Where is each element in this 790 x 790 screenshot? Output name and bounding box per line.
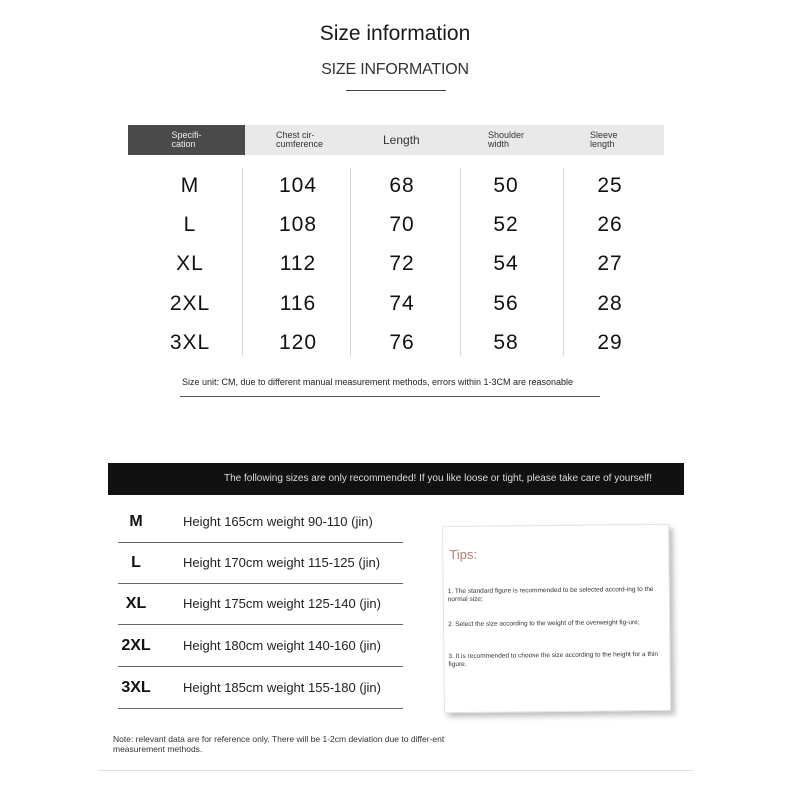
cell-sleeve: 26 bbox=[597, 213, 623, 236]
cell-shoulder: 54 bbox=[493, 252, 519, 275]
cell-chest: 108 bbox=[278, 213, 318, 236]
table-row bbox=[0, 325, 790, 361]
cell-sleeve: 27 bbox=[597, 252, 623, 275]
list-item bbox=[118, 543, 403, 584]
list-item bbox=[118, 502, 403, 543]
cell-chest: 116 bbox=[279, 292, 317, 315]
cell-size: L bbox=[183, 213, 197, 236]
cell-size: 2XL bbox=[169, 292, 211, 315]
cell-size: M bbox=[180, 174, 200, 197]
tip-item: 3. It is recommended to choose the size according to the height for a thin figure. bbox=[448, 650, 658, 669]
tips-title: Tips: bbox=[449, 546, 478, 563]
cell-length: 68 bbox=[389, 174, 415, 197]
rec-text: Height 165cm weight 90-110 (jin) bbox=[183, 514, 373, 529]
page-title: Size information bbox=[319, 22, 471, 45]
header-sleeve: Sleeve length bbox=[590, 130, 618, 149]
rec-text: Height 185cm weight 155-180 (jin) bbox=[183, 680, 381, 695]
list-item bbox=[118, 668, 403, 709]
header-length: Length bbox=[383, 132, 420, 147]
header-specification: Specifi- cation bbox=[128, 125, 245, 155]
rec-text: Height 175cm weight 125-140 (jin) bbox=[183, 596, 381, 611]
header-chest: Chest cir- cumference bbox=[276, 130, 324, 149]
rec-size: 3XL bbox=[121, 679, 151, 696]
cell-chest: 120 bbox=[278, 331, 318, 354]
note-divider bbox=[180, 396, 600, 397]
bottom-divider bbox=[98, 770, 693, 771]
size-unit-note: Size unit: CM, due to different manual measurement methods, errors within 1-3CM are reasonable bbox=[182, 377, 574, 387]
reference-note: Note: relevant data are for reference only. There will be 1-2cm deviation due to differ-ent measurement methods. bbox=[113, 734, 445, 754]
table-row bbox=[0, 286, 790, 322]
rec-size: L bbox=[131, 554, 141, 571]
cell-shoulder: 50 bbox=[493, 174, 519, 197]
cell-chest: 112 bbox=[279, 252, 317, 275]
table-row bbox=[0, 246, 790, 282]
cell-length: 70 bbox=[389, 213, 415, 236]
cell-shoulder: 58 bbox=[493, 331, 519, 354]
cell-shoulder: 56 bbox=[493, 292, 519, 315]
table-row bbox=[0, 168, 790, 204]
tip-item: 2. Select the size according to the weight of the overweight fig-ure; bbox=[448, 619, 640, 629]
rec-text: Height 180cm weight 140-160 (jin) bbox=[183, 638, 381, 653]
tips-card bbox=[442, 524, 671, 713]
cell-sleeve: 28 bbox=[597, 292, 623, 315]
table-row bbox=[0, 207, 790, 243]
rec-text: Height 170cm weight 115-125 (jin) bbox=[183, 555, 381, 570]
cell-chest: 104 bbox=[278, 174, 318, 197]
title-divider bbox=[346, 90, 446, 91]
header-shoulder: Shoulder width bbox=[488, 130, 525, 149]
rec-size: M bbox=[129, 513, 143, 530]
banner-text: The following sizes are only recommended! If you like loose or tight, please take care of yourself! bbox=[224, 473, 652, 484]
cell-size: 3XL bbox=[169, 331, 211, 354]
cell-size: XL bbox=[176, 252, 204, 275]
list-item bbox=[118, 584, 403, 625]
cell-sleeve: 29 bbox=[597, 331, 623, 354]
cell-length: 74 bbox=[389, 292, 415, 315]
list-item bbox=[118, 626, 403, 667]
rec-size: 2XL bbox=[121, 637, 151, 654]
recommendation-banner bbox=[108, 463, 684, 495]
cell-length: 76 bbox=[389, 331, 415, 354]
cell-sleeve: 25 bbox=[597, 174, 623, 197]
cell-length: 72 bbox=[389, 252, 415, 275]
rec-size: XL bbox=[125, 595, 147, 612]
tip-item: 1. The standard figure is recommended to be selected accord-ing to the normal size; bbox=[447, 585, 654, 604]
size-table-header bbox=[128, 125, 664, 155]
page-subtitle: SIZE INFORMATION bbox=[321, 61, 469, 78]
cell-shoulder: 52 bbox=[493, 213, 519, 236]
